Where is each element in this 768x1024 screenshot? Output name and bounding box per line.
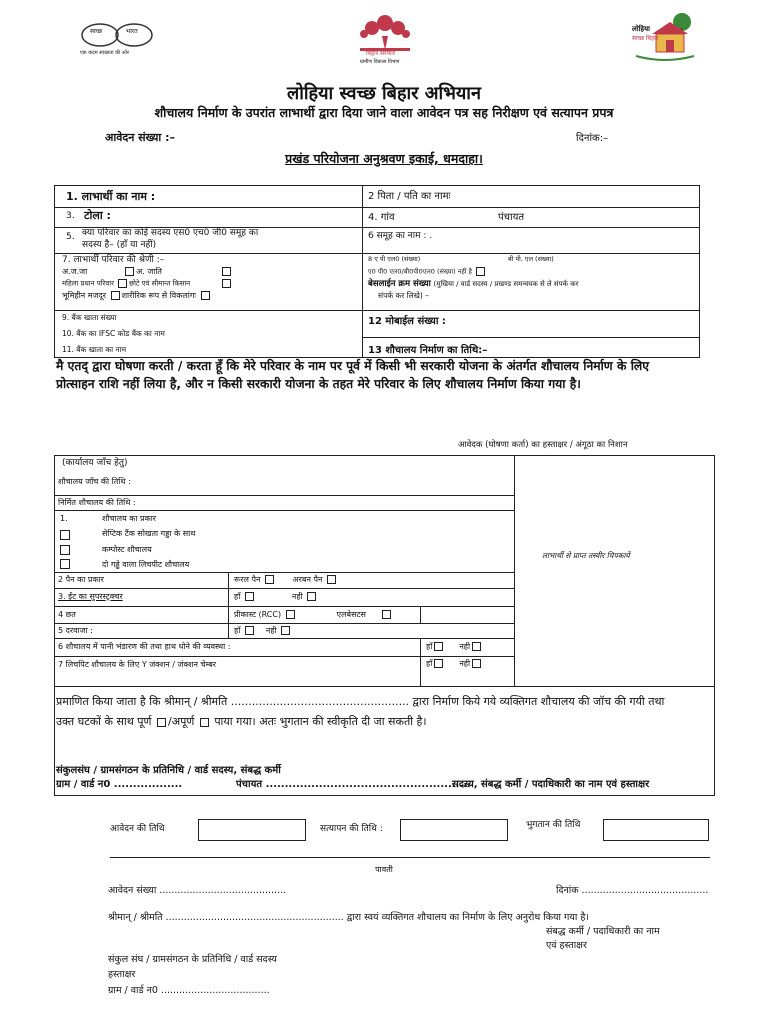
roof-rcc-checkbox[interactable] xyxy=(286,610,295,619)
apl-count-label: 8 ए पी एल0 (संख्या) xyxy=(368,255,421,263)
door-yes: हाँ xyxy=(234,626,241,635)
receipt-officer-label-1: संबद्ध कर्मी / पदाधिकारी का नाम xyxy=(546,926,660,937)
group-name-label: 6 समूह का नाम : . xyxy=(368,231,433,241)
declaration-line-2: प्रोत्साहन राशि नहीं लिया है, और न किसी सरकारी योजना के तहत मेरे परिवार के लिए शौचालय निर्माण किया गया है। xyxy=(56,377,581,391)
category-sc-checkbox[interactable] xyxy=(222,267,231,276)
receipt-application-number: आवेदन संख्या .......................................... xyxy=(108,885,287,896)
page-subtitle: शौचालय निर्माण के उपरांत लाभार्थी द्वारा दिया जाने वाला आवेदन पत्र सह निरीक्षण एवं सत्यापन प्रपत्र xyxy=(154,105,614,120)
lohiya-swachh-bihar-logo xyxy=(630,10,700,68)
glasses-icon xyxy=(76,20,156,50)
door-no-checkbox[interactable] xyxy=(281,626,290,635)
category-landless-checkbox[interactable] xyxy=(111,291,120,300)
inspection-table xyxy=(54,455,715,796)
urban-pan-option: अरबन पैन xyxy=(292,575,323,584)
tola-label: टोला : xyxy=(84,209,111,222)
not-apl-bpl-checkbox[interactable] xyxy=(476,267,485,276)
certification-line-1: प्रमाणित किया जाता है कि श्रीमान् / श्रीमति ................................................... द्वारा निर्माण किये गये व्यक्तिगत शौचालय की जॉच की गयी तथा xyxy=(56,695,665,708)
category-landless: भूमिहीन मजदूर xyxy=(62,291,107,300)
category-disabled-checkbox[interactable] xyxy=(201,291,210,300)
roof-asbestos-checkbox[interactable] xyxy=(382,610,391,619)
junction-no: नही xyxy=(459,659,471,668)
category-small-farmer: छोटे एवं सीमान्त किसान xyxy=(129,279,191,288)
ifsc-code-label: 10. बैंक का IFSC कोड बैंक का नाम xyxy=(62,329,165,338)
built-date-label: निर्मित शौचालय की तिथि : xyxy=(58,498,136,507)
roof-asbestos-option: एलबेसटस xyxy=(336,610,366,619)
member-signature-label: सदस्य, संबद्ध कर्मी / पदाधिकारी का नाम एवं हस्ताक्षर xyxy=(452,779,650,790)
category-female-head: महिला प्रधान परिवार xyxy=(62,279,114,288)
baseline-serial-note-2: संपर्क कर लिखे) – xyxy=(378,291,429,300)
twin-pit-checkbox[interactable] xyxy=(60,559,70,569)
category-disabled: शारीरिक रूप से विकलांगः xyxy=(121,291,196,300)
receipt-cluster-label: संकुल संघ / ग्रामसंगठन के प्रतिनिधि / वार्ड सदस्य xyxy=(108,954,277,965)
logo-caption-1: बिहार सरकार xyxy=(366,50,396,57)
complete-checkbox[interactable] xyxy=(157,718,166,727)
payment-date-field[interactable] xyxy=(603,819,709,841)
cluster-representative-label: संकुलसंघ / ग्रामसंगठन के प्रतिनिधि / वार्ड सदस्य, संबद्ध कर्मी xyxy=(56,765,281,776)
rural-pan-checkbox[interactable] xyxy=(265,575,274,584)
bpl-count-label: बी पी. एल (संख्या) xyxy=(508,255,554,263)
date-label: दिनांक:– xyxy=(576,133,609,144)
receipt-title: पावती xyxy=(375,865,393,874)
declaration-line-1: मै एतद् द्वारा घोषणा करती / करता हूँ कि मेरे परिवार के नाम पर पूर्व में किसी भी सरकारी योजना के अंतर्गत शौचालय निर्माण के लिए xyxy=(56,359,650,373)
receipt-village-ward: ग्राम / वार्ड न0 .................................... xyxy=(108,985,270,996)
junction-yes: हाँ xyxy=(426,659,433,668)
door-label: 5 दरवाजा : xyxy=(58,626,93,635)
payment-date-label: भुगतान की तिथि xyxy=(526,820,581,830)
compost-checkbox[interactable] xyxy=(60,545,70,555)
category-sc: अ. जाति xyxy=(136,267,162,276)
door-no: नही xyxy=(265,626,277,635)
compost-option: कम्पोस्ट शौचालय xyxy=(102,545,152,554)
category-st-checkbox[interactable] xyxy=(125,267,134,276)
baseline-serial-note: (मुखिया / वार्ड सदस्य / प्रखण्ड समन्वयक से ले संपर्क कर xyxy=(433,280,579,288)
brick-yes: हाँ xyxy=(234,592,241,601)
page-title: लोहिया स्वच्छ बिहार अभियान xyxy=(287,83,481,104)
incomplete-checkbox[interactable] xyxy=(200,718,209,727)
not-apl-bpl-label: ए0 पी0 एल0/बी0पी0एल0 (संख्या) नहीं है xyxy=(368,267,472,276)
pan-type-label: 2 पैन का प्रकार xyxy=(58,575,104,584)
logo-word-1: स्वच्छ xyxy=(90,28,103,35)
logo-text-1: लोहिया xyxy=(632,25,650,33)
brick-no-checkbox[interactable] xyxy=(307,592,316,601)
certification-end: पाया गया। अतः भुगतान की स्वीकृति दी जा सकती है। xyxy=(214,715,427,728)
roof-rcc-option: प्रीकास्ट (RCC) xyxy=(234,610,282,619)
verification-date-label: सत्यापन की तिथि : xyxy=(320,824,383,834)
logo-text-2: स्वच्छ बिहार xyxy=(632,35,659,42)
receipt-request-line: श्रीमान् / श्रीमति ........................................................... द्वारा स्वयं व्यक्तिगत शौचालय का निर्माण के लिए अनुरोध किया गया है। xyxy=(108,912,589,923)
water-no: नही xyxy=(459,642,471,651)
application-date-label: आवेदन की तिथि xyxy=(110,824,165,834)
junction-yes-checkbox[interactable] xyxy=(434,659,443,668)
brick-superstructure-label: 3. ईंट का सुपरस्ट्रक्चर xyxy=(58,592,123,601)
brick-yes-checkbox[interactable] xyxy=(245,592,254,601)
water-no-checkbox[interactable] xyxy=(472,642,481,651)
door-yes-checkbox[interactable] xyxy=(245,626,254,635)
bank-account-label: 9. बैंक खाता संख्या xyxy=(62,313,117,322)
baseline-serial-label: बेसलाईन क्रम संख्या xyxy=(368,279,431,289)
receipt-date: दिनांक .......................................... xyxy=(556,885,709,896)
mobile-number-label: 12 मोबाईल संख्या : xyxy=(368,316,446,327)
village-label: 4. गांव xyxy=(368,212,395,223)
office-use-label: (कार्यालय जाँच हेतु) xyxy=(62,458,128,468)
tola-number: 3. xyxy=(66,211,75,221)
logo-caption-2: ग्रामीण विकास विभाग xyxy=(360,59,400,65)
septic-tank-option: सेप्टिक टैंक सोखता गड्डा के साथ xyxy=(102,529,196,538)
urban-pan-checkbox[interactable] xyxy=(327,575,336,584)
junction-no-checkbox[interactable] xyxy=(472,659,481,668)
applicant-signature-label: आवेदक (घोषणा कर्ता) का हस्ताक्षर / अंगूठा का निशान xyxy=(458,440,628,450)
panchayat-field-label: पंचायत ...................................................... xyxy=(236,779,471,790)
certification-complete: उक्त घटकों के साथ पूर्ण xyxy=(56,715,152,728)
check-date-label: शौचालय जाँच की तिथि : xyxy=(58,477,131,486)
y-junction-label: 7 लिचपिट शौचालय के लिए Y जंक्शन / जंक्शन चेम्बर xyxy=(58,660,217,669)
septic-tank-checkbox[interactable] xyxy=(60,530,70,540)
application-number-label: आवेदन संख्या :– xyxy=(105,131,175,144)
bodhi-tree-emblem-icon xyxy=(352,14,418,54)
rural-pan-option: रूरल पैन xyxy=(234,575,261,584)
brick-no: नही xyxy=(291,592,303,601)
toilet-construction-date-label: 13 शौचालय निर्माण का तिथि:– xyxy=(368,345,488,356)
receipt-signature-label: हस्ताक्षर xyxy=(108,969,136,980)
receipt-divider xyxy=(110,857,710,858)
application-date-field[interactable] xyxy=(198,819,306,841)
category-female-checkbox[interactable] xyxy=(118,279,127,288)
village-ward-label: ग्राम / वार्ड न0 .................. xyxy=(56,779,183,790)
logo-caption: एक कदम स्वच्छता की ओर xyxy=(80,50,129,56)
photo-placeholder-caption: लाभार्थी से प्राप्त तस्वीर चिपकायें xyxy=(542,551,630,560)
block-unit-heading: प्रखंड परियोजना अनुश्रवण इकाई, धमदाहा। xyxy=(285,151,483,166)
account-name-label: 11. बैंक खाता का नाम xyxy=(62,345,127,354)
logo-word-2: भारत xyxy=(126,28,138,35)
bihar-govt-logo xyxy=(352,14,418,70)
water-yes-checkbox[interactable] xyxy=(434,642,443,651)
father-husband-name-label: 2 पिता / पति का नामः xyxy=(368,191,451,202)
category-small-farmer-checkbox[interactable] xyxy=(222,279,231,288)
shg-question-line-1: क्या परिवार का कोई सदस्य एस0 एच0 जी0 समूह का xyxy=(82,228,259,238)
category-st: अ.ज.जा xyxy=(62,267,88,276)
beneficiary-name-label: 1. लाभार्थी का नाम : xyxy=(66,190,156,203)
panchayat-label: पंचायत xyxy=(498,212,525,223)
category-label: 7. लाभार्थी परिवार की श्रेणी :– xyxy=(62,255,165,265)
shg-question-line-2: सदस्य है– (हाँ या नहीं) xyxy=(82,240,157,250)
toilet-type-label: शौचालय का प्रकार xyxy=(102,514,157,523)
receipt-officer-label-2: एवं हस्ताक्षर xyxy=(546,940,587,951)
roof-label: 4 छत xyxy=(58,610,76,619)
twin-pit-option: दो गड्ढे वाला लिचपीट शौचालय xyxy=(102,560,190,569)
shg-number: 5. xyxy=(66,232,75,242)
toilet-type-number: 1. xyxy=(60,514,68,523)
certification-incomplete: /अपूर्ण xyxy=(168,715,195,728)
water-yes: हाँ xyxy=(426,642,433,651)
swachh-bharat-logo xyxy=(76,20,156,62)
verification-date-field[interactable] xyxy=(400,819,508,841)
water-storage-label: 6 शौचालय में पानी भंडारण की तथा हाथ धोने की व्यवस्था : xyxy=(58,642,231,651)
